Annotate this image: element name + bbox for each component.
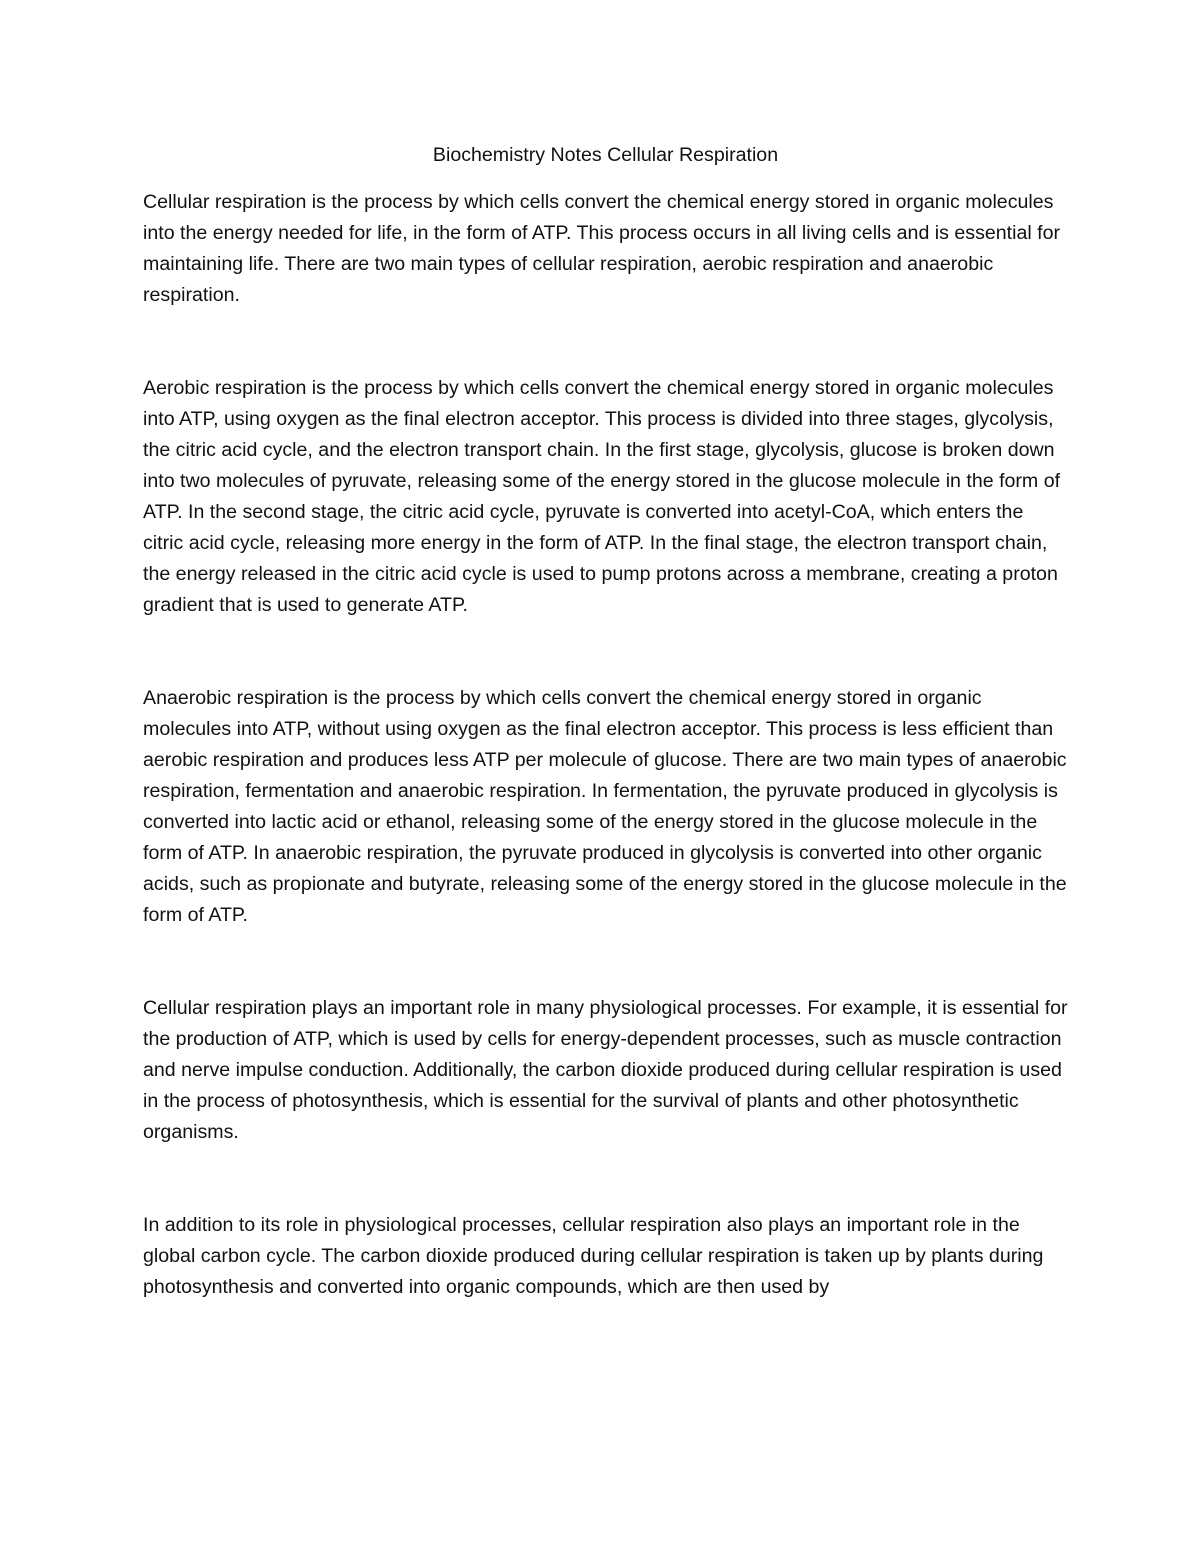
document-title: Biochemistry Notes Cellular Respiration xyxy=(432,144,779,166)
paragraph-intro: Cellular respiration is the process by which cells convert the chemical energy stored in organic molecules into the energy needed for life, in the form of ATP. This process occurs in all living cells and is essential for maintaining life. There are two main types of cellular respiration, aerobic respiration and anaerobic respiration. xyxy=(143,191,1061,306)
paragraph-spacer xyxy=(143,311,1068,373)
paragraph-carbon-cycle: In addition to its role in physiological processes, cellular respiration also plays an important role in the global carbon cycle. The carbon dioxide produced during cellular respiration is taken up by plants during photosynthesis and converted into organic compounds, which are then used by xyxy=(143,1214,1044,1298)
paragraph-aerobic: Aerobic respiration is the process by which cells convert the chemical energy stored in organic molecules into ATP, using oxygen as the final electron acceptor. This process is divided into three stages, glycolysis, the citric acid cycle, and the electron transport chain. In the first stage, glycolysis, glucose is broken down into two molecules of pyruvate, releasing some of the energy stored in the glucose molecule in the form of ATP. In the second stage, the citric acid cycle, pyruvate is converted into acetyl-CoA, which enters the citric acid cycle, releasing more energy in the form of ATP. In the final stage, the electron transport chain, the energy released in the citric acid cycle is used to pump protons across a membrane, creating a proton gradient that is used to generate ATP. xyxy=(143,377,1061,616)
paragraph-spacer xyxy=(143,621,1068,683)
document-body xyxy=(143,140,1068,1303)
paragraph-anaerobic: Anaerobic respiration is the process by which cells convert the chemical energy stored in organic molecules into ATP, without using oxygen as the final electron acceptor. This process is less efficient than aerobic respiration and produces less ATP per molecule of glucose. There are two main types of anaerobic respiration, fermentation and anaerobic respiration. In fermentation, the pyruvate produced in glycolysis is converted into lactic acid or ethanol, releasing some of the energy stored in the glucose molecule in the form of ATP. In anaerobic respiration, the pyruvate produced in glycolysis is converted into other organic acids, such as propionate and butyrate, releasing some of the energy stored in the glucose molecule in the form of ATP. xyxy=(143,687,1067,926)
paragraph-spacer xyxy=(143,931,1068,993)
paragraph-physiological-role: Cellular respiration plays an important role in many physiological processes. For example, it is essential for the production of ATP, which is used by cells for energy-dependent processes, such as muscle contraction and nerve impulse conduction. Additionally, the carbon dioxide produced during cellular respiration is used in the process of photosynthesis, which is essential for the survival of plants and other photosynthetic organisms. xyxy=(143,997,1068,1143)
paragraph-spacer xyxy=(143,1148,1068,1210)
